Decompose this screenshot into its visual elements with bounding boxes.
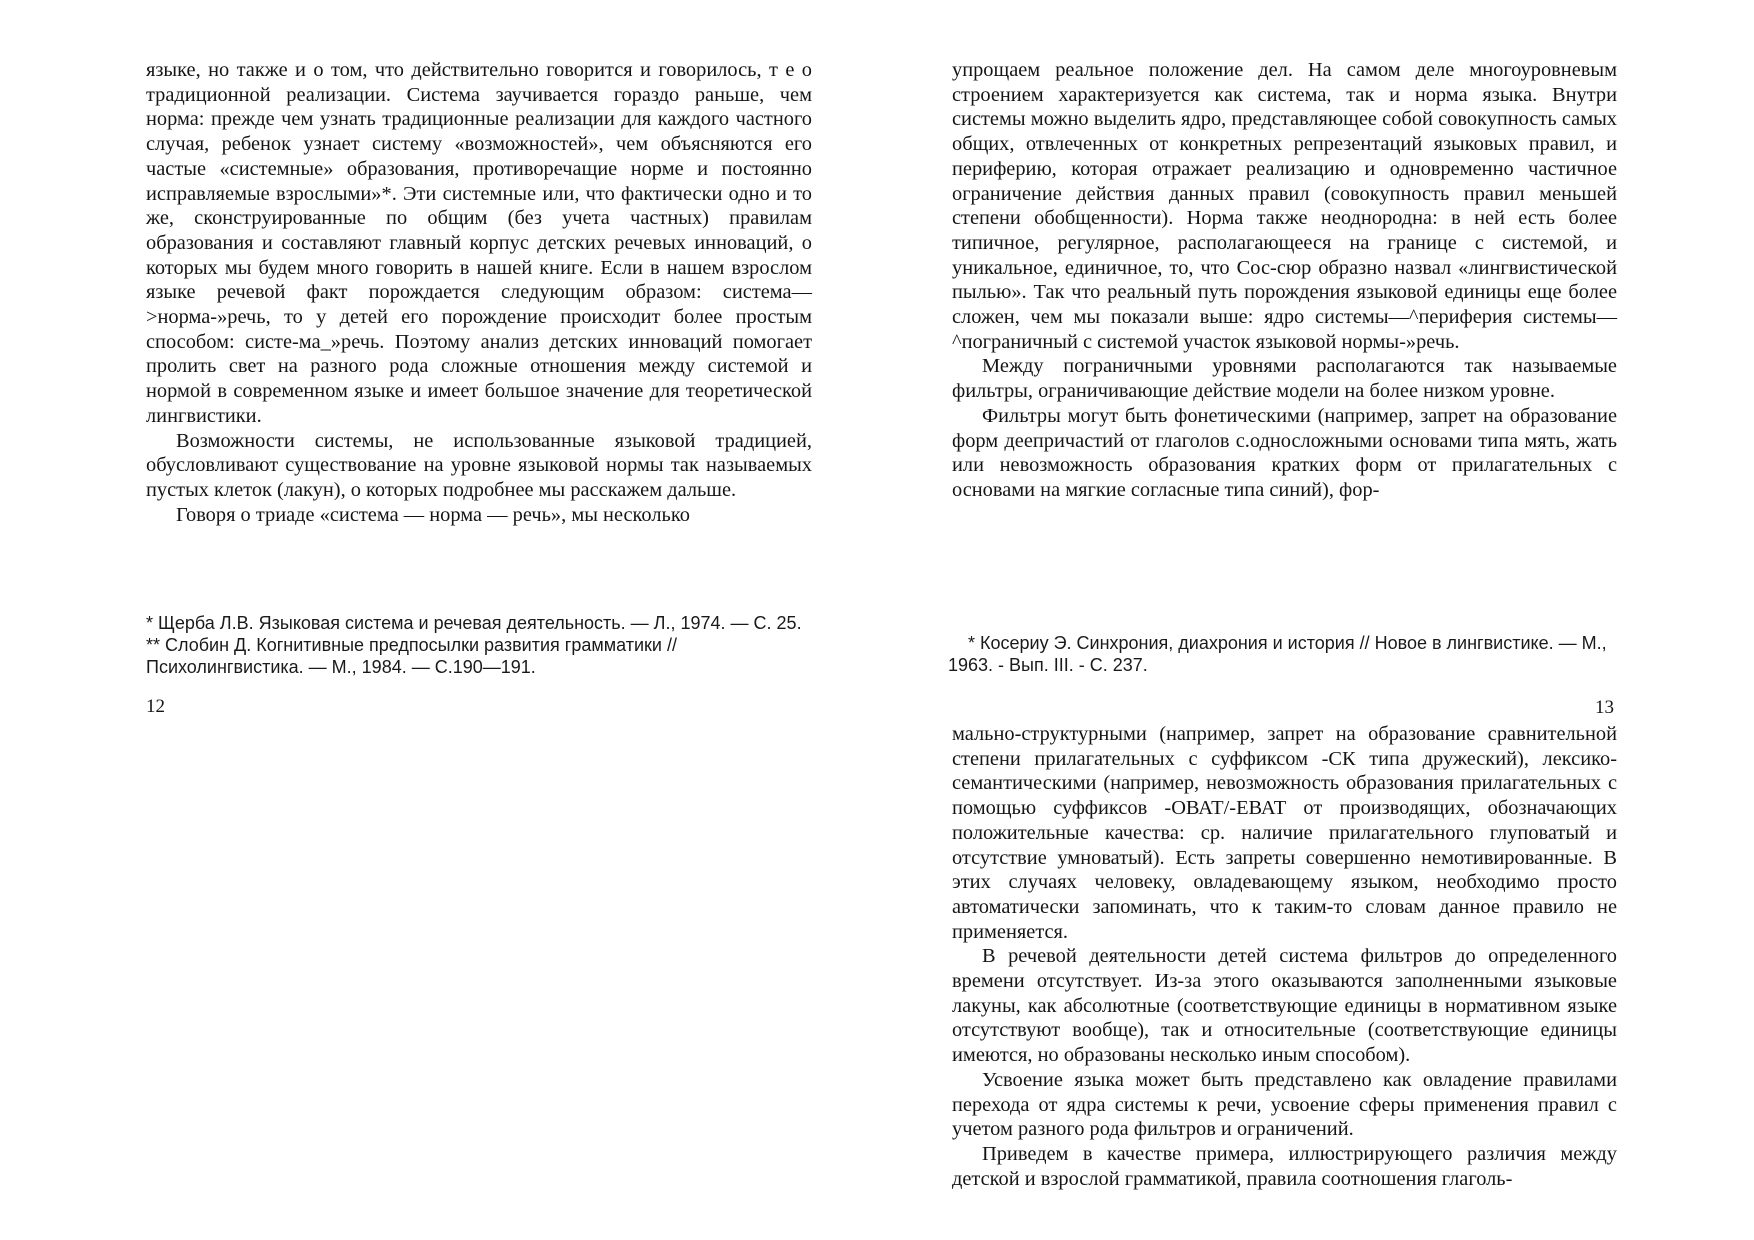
paragraph: мально-структурными (например, запрет на образование сравнительной степени прилагательных с суффиксом -СК типа дружеский), лексико-семантическими (например, невозможность образования прилагательных с помощью суффиксов -ОВАТ/-ЕВАТ от производящих, обозначающих положительные качества: ср. наличие прилагательного глуповатый и отсутствие умноватый). Есть запреты совершенно немотивированные. В этих случаях человеку, овладевающему языком, необходимо просто автоматически запоминать, что к таким-то словам данное правило не применяется. bbox=[952, 723, 1617, 943]
paragraph: Возможности системы, не использованные языковой традицией, обусловливают существование на уровне языковой нормы так называемых пустых клеток (лакун), о которых подробнее мы расскажем дальше. bbox=[146, 429, 812, 501]
next-page-body bbox=[952, 722, 1617, 1191]
paragraph: Фильтры могут быть фонетическими (например, запрет на образование форм деепричастий от глаголов с.односложными основами типа мять, жать или невозможность образования кратких форм от прилагательных с основами на мягкие согласные типа синий), фор- bbox=[952, 404, 1617, 501]
left-page-footnote: * Щерба Л.В. Языковая система и речевая деятельность. — Л., 1974. — С. 25. ** Слобин Д. Когнитивные предпосылки развития грамматики // Психолингвистика. — М., 1984. — С.190—191. bbox=[146, 613, 802, 677]
paragraph: упрощаем реальное положение дел. На самом деле многоуровневым строением характеризуется как система, так и норма языка. Внутри системы можно выделить ядро, представляющее собой совокупность самых общих, отвлеченных от конкретных репрезентаций языковых правил, и периферию, которая отражает реализацию и одновременно частичное ограничение действия данных правил (совокупность правил меньшей степени обобщенности). Норма также неоднородна: в ней есть более типичное, регулярное, располагающееся на границе с системой, и уникальное, единичное, то, что Сос-сюр образно назвал «лингвистической пылью». Так что реальный путь порождения языковой единицы еще более сложен, чем мы показали выше: ядро системы—^периферия системы—^пограничный с системой участок языковой нормы-»речь. bbox=[952, 59, 1617, 353]
right-page-footnote: * Косериу Э. Синхрония, диахрония и история // Новое в лингвистике. — М., 1963. - Вып. III. - С. 237. bbox=[948, 633, 1607, 675]
page-number-right: 13 bbox=[1595, 697, 1614, 718]
paragraph: Говоря о триаде «система — норма — речь», мы несколько bbox=[176, 503, 690, 526]
paragraph: Усвоение языка может быть представлено как овладение правилами перехода от ядра системы к речи, усвоение сферы применения правил с учетом разного рода фильтров и ограничений. bbox=[952, 1068, 1617, 1141]
paragraph: Приведем в качестве примера, иллюстрирующего различия между детской и взрослой грамматикой, правила соотношения глаголь- bbox=[952, 1142, 1617, 1190]
paragraph: языке, но также и о том, что действительно говорится и говорилось, т е о традиционной реализации. Система заучивается гораздо раньше, чем норма: прежде чем узнать традиционные реализации для каждого частного случая, ребенок узнает систему «возможностей», чем объясняются его частые «системные» образования, противоречащие норме и постоянно исправляемые взрослыми»*. Эти системные или, что фактически одно и то же, сконструированные по общим (без учета частных) правилам образования и составляют главный корпус детских речевых инноваций, о которых мы будем много говорить в нашей книге. Если в нашем взрослом языке речевой факт порождается следующим образом: система—>норма-»речь, то у детей его порождение происходит более простым способом: систе-ма_»речь. Поэтому анализ детских инноваций помогает пролить свет на разного рода сложные отношения между системой и нормой в современном языке и имеет большое значение для теоретической лингвистики. bbox=[146, 59, 812, 427]
left-page-body bbox=[146, 58, 812, 527]
right-page-body bbox=[952, 58, 1617, 503]
page-number-left: 12 bbox=[146, 696, 165, 717]
paragraph: В речевой деятельности детей система фильтров до определенного времени отсутствует. Из-за этого оказываются заполненными языковые лакуны, как абсолютные (соответствующие единицы в нормативном языке отсутствуют вообще), так и относительные (соответствующие единицы имеются, но образованы несколько иным способом). bbox=[952, 945, 1617, 1067]
paragraph: Между пограничными уровнями располагаются так называемые фильтры, ограничивающие действие модели на более низком уровне. bbox=[952, 355, 1617, 403]
